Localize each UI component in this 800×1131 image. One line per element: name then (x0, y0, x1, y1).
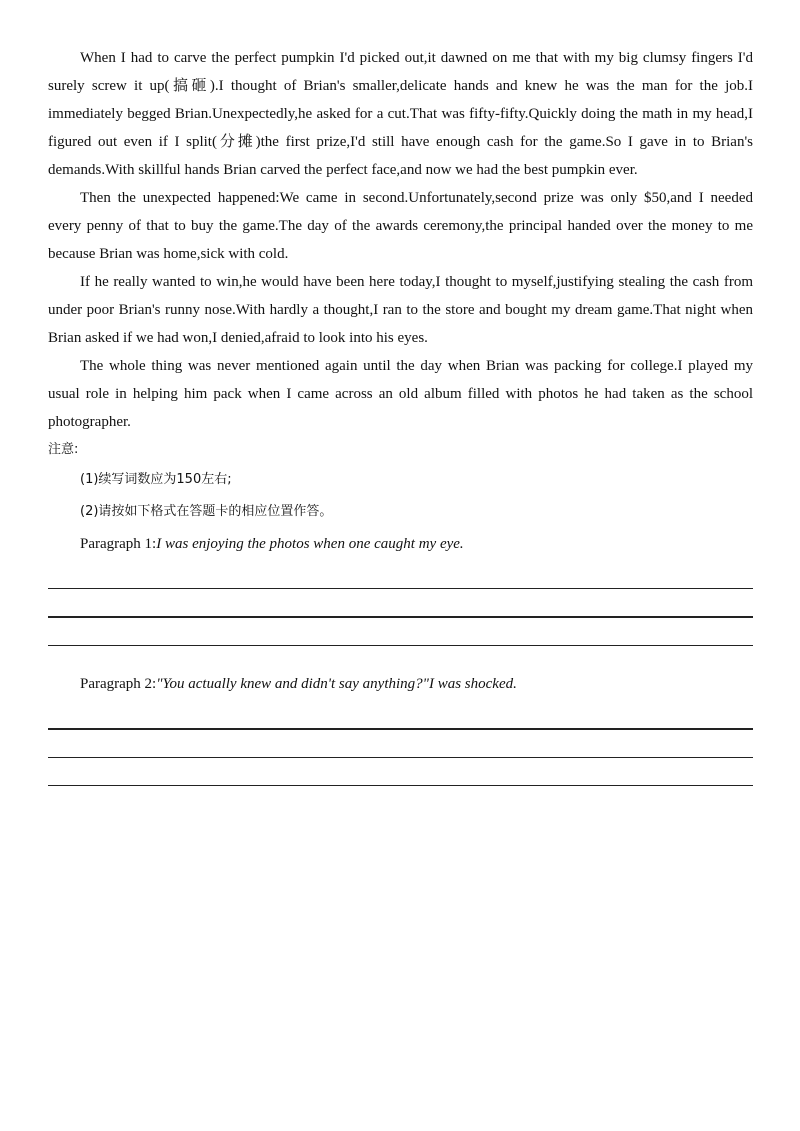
passage-paragraph-2: Then the unexpected happened:We came in second.Unfortunately,second prize was only $50,and I needed every penny of that to buy the game.The day of the awards ceremony,the principal handed over the money to me because Brian was home,sick with cold. (48, 190, 753, 262)
passage-paragraph-4: The whole thing was never mentioned again until the day when Brian was packing for college.I played my usual role in helping him pack when I came across an old album filled with photos he had taken as the school photographer. (48, 358, 753, 430)
answer-line (48, 728, 753, 730)
paragraph-1-answer-area[interactable] (48, 588, 753, 646)
note-item-word-count: (1)续写词数应为150左右; (80, 472, 232, 487)
answer-line (48, 757, 753, 758)
answer-line (48, 645, 753, 646)
paragraph-2-answer-area[interactable] (48, 728, 753, 786)
passage-paragraph-1: When I had to carve the perfect pumpkin I'd picked out,it dawned on me that with my big clumsy fingers I'd surely screw it up(搞砸).I thought of Brian's smaller,delicate hands and knew he was the man for the job.I immediately begged Brian.Unexpectedly,he asked for a cut.That was fifty-fifty.Quickly doing the math in my head,I figured out even if I split(分摊)the first prize,I'd still have enough cash for the game.So I gave in to Brian's demands.With skillful hands Brian carved the perfect face,and now we had the best pumpkin ever. (48, 50, 753, 178)
document-page (48, 44, 753, 786)
paragraph-2-opening-sentence: "You actually knew and didn't say anything?"I was shocked. (156, 676, 517, 692)
paragraph-1-prompt (48, 530, 753, 558)
paragraph-2-prefix: Paragraph 2: (80, 676, 157, 692)
paragraph-1-prefix: Paragraph 1: (80, 536, 157, 552)
paragraph-2-prompt (48, 670, 753, 698)
paragraph-1-opening-sentence: I was enjoying the photos when one caught my eye. (156, 536, 464, 552)
passage-paragraph-3: If he really wanted to win,he would have been here today,I thought to myself,justifying stealing the cash from under poor Brian's runny nose.With hardly a thought,I ran to the store and bought my dream game.That night when Brian asked if we had won,I denied,afraid to look into his eyes. (48, 274, 753, 346)
answer-line (48, 785, 753, 786)
notes-title: 注意: (48, 442, 79, 457)
answer-line (48, 616, 753, 618)
answer-line (48, 588, 753, 589)
note-item-format: (2)请按如下格式在答题卡的相应位置作答。 (80, 504, 333, 519)
